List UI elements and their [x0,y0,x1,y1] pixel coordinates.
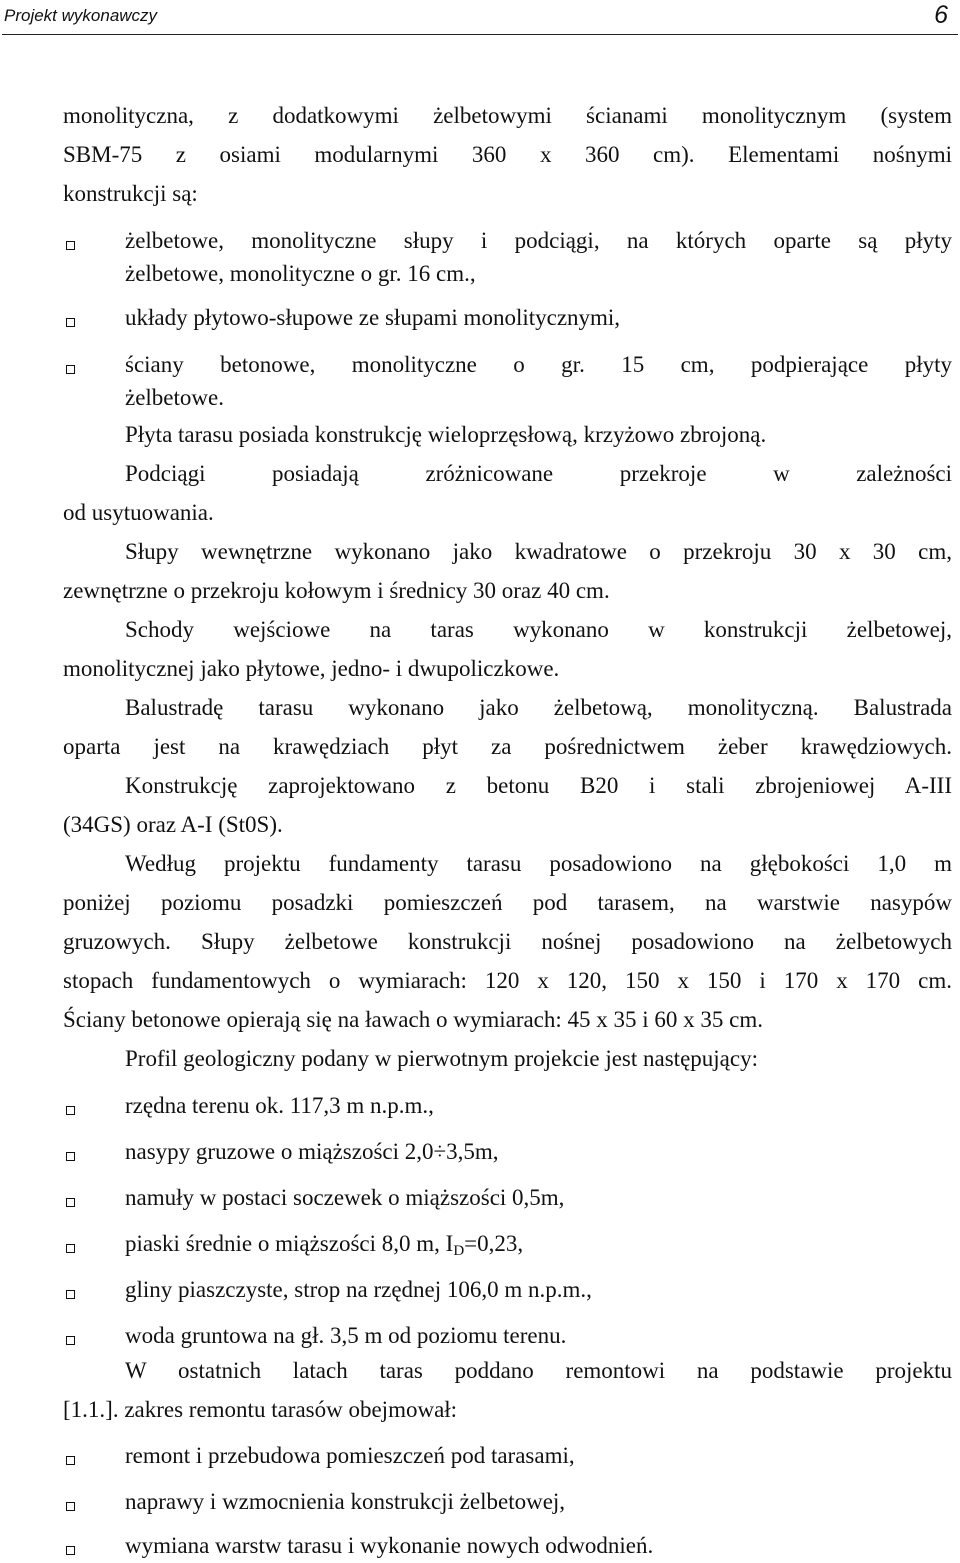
paragraph: W ostatnich latach taras poddano remontowi na podstawie projektu [125,1358,952,1383]
text-line: poniżej poziomu posadzki pomieszczeń pod tarasem, na warstwie nasypów [63,890,952,915]
text-line: stopach fundamentowych o wymiarach: 120 x 120, 150 x 150 i 170 x 170 cm. [63,968,952,993]
checkbox-bullet-icon [66,318,75,327]
list-item: namuły w postaci soczewek o miąższości 0,5m, [125,1185,565,1210]
paragraph: Płyta tarasu posiada konstrukcję wieloprzęsłową, krzyżowo zbrojoną. [125,422,767,447]
text-line: gruzowych. Słupy żelbetowe konstrukcji nośnej posadowiono na żelbetowych [63,929,952,954]
list-item: ściany betonowe, monolityczne o gr. 15 cm, podpierające płyty [125,352,952,377]
checkbox-bullet-icon [66,1546,75,1555]
list-item: naprawy i wzmocnienia konstrukcji żelbetowej, [125,1489,566,1514]
paragraph: Schody wejściowe na taras wykonano w konstrukcji żelbetowej, [125,617,952,642]
list-item-continuation: żelbetowe, monolityczne o gr. 16 cm., [125,261,476,286]
checkbox-bullet-icon [66,1106,75,1115]
paragraph: Według projektu fundamenty tarasu posadowiono na głębokości 1,0 m [125,851,952,876]
list-item: nasypy gruzowe o miąższości 2,0÷3,5m, [125,1139,499,1164]
list-item: gliny piaszczyste, strop na rzędnej 106,0 m n.p.m., [125,1277,592,1302]
paragraph: Profil geologiczny podany w pierwotnym projekcie jest następujący: [125,1046,758,1071]
checkbox-bullet-icon [66,1290,75,1299]
checkbox-bullet-icon [66,1198,75,1207]
text-line: SBM-75 z osiami modularnymi 360 x 360 cm). Elementami nośnymi [63,142,952,167]
checkbox-bullet-icon [66,241,75,250]
page-number: 6 [934,1,948,29]
text-line: konstrukcji są: [63,181,198,206]
list-item-continuation: żelbetowe. [125,385,224,410]
text-line: monolityczna, z dodatkowymi żelbetowymi ścianami monolitycznym (system [63,103,952,128]
paragraph: Podciągi posiadają zróżnicowane przekroje w zależności [125,461,952,486]
list-item: układy płytowo-słupowe ze słupami monolitycznymi, [125,305,621,330]
subscript: D [453,1243,465,1259]
list-item: rzędna terenu ok. 117,3 m n.p.m., [125,1093,434,1118]
text-line: oparta jest na krawędziach płyt za pośrednictwem żeber krawędziowych. [63,734,952,759]
paragraph: Słupy wewnętrzne wykonano jako kwadratowe o przekroju 30 x 30 cm, [125,539,952,564]
checkbox-bullet-icon [66,365,75,374]
page-header [2,0,958,35]
text-line: (34GS) oraz A-I (St0S). [63,812,283,837]
list-item: wymiana warstw tarasu i wykonanie nowych odwodnień. [125,1533,654,1558]
text-line: Ściany betonowe opierają się na ławach o wymiarach: 45 x 35 i 60 x 35 cm. [63,1007,764,1032]
list-item: woda gruntowa na gł. 3,5 m od poziomu terenu. [125,1323,567,1348]
paragraph: Konstrukcję zaprojektowano z betonu B20 i stali zbrojeniowej A-III [125,773,952,798]
list-item-text: =0,23, [464,1231,524,1256]
checkbox-bullet-icon [66,1336,75,1345]
list-item: remont i przebudowa pomieszczeń pod tarasami, [125,1443,575,1468]
document-title: Projekt wykonawczy [4,6,158,25]
checkbox-bullet-icon [66,1502,75,1511]
list-item [125,1229,952,1259]
checkbox-bullet-icon [66,1244,75,1253]
text-line: monolitycznej jako płytowe, jedno- i dwupoliczkowe. [63,656,560,681]
text-line: [1.1.]. zakres remontu tarasów obejmował: [63,1397,458,1422]
text-line: zewnętrzne o przekroju kołowym i średnicy 30 oraz 40 cm. [63,578,610,603]
checkbox-bullet-icon [66,1456,75,1465]
list-item-text: piaski średnie o miąższości 8,0 m, I [125,1231,454,1256]
list-item: żelbetowe, monolityczne słupy i podciągi, na których oparte są płyty [125,228,952,253]
paragraph: Balustradę tarasu wykonano jako żelbetową, monolityczną. Balustrada [125,695,952,720]
text-line: od usytuowania. [63,500,214,525]
checkbox-bullet-icon [66,1152,75,1161]
